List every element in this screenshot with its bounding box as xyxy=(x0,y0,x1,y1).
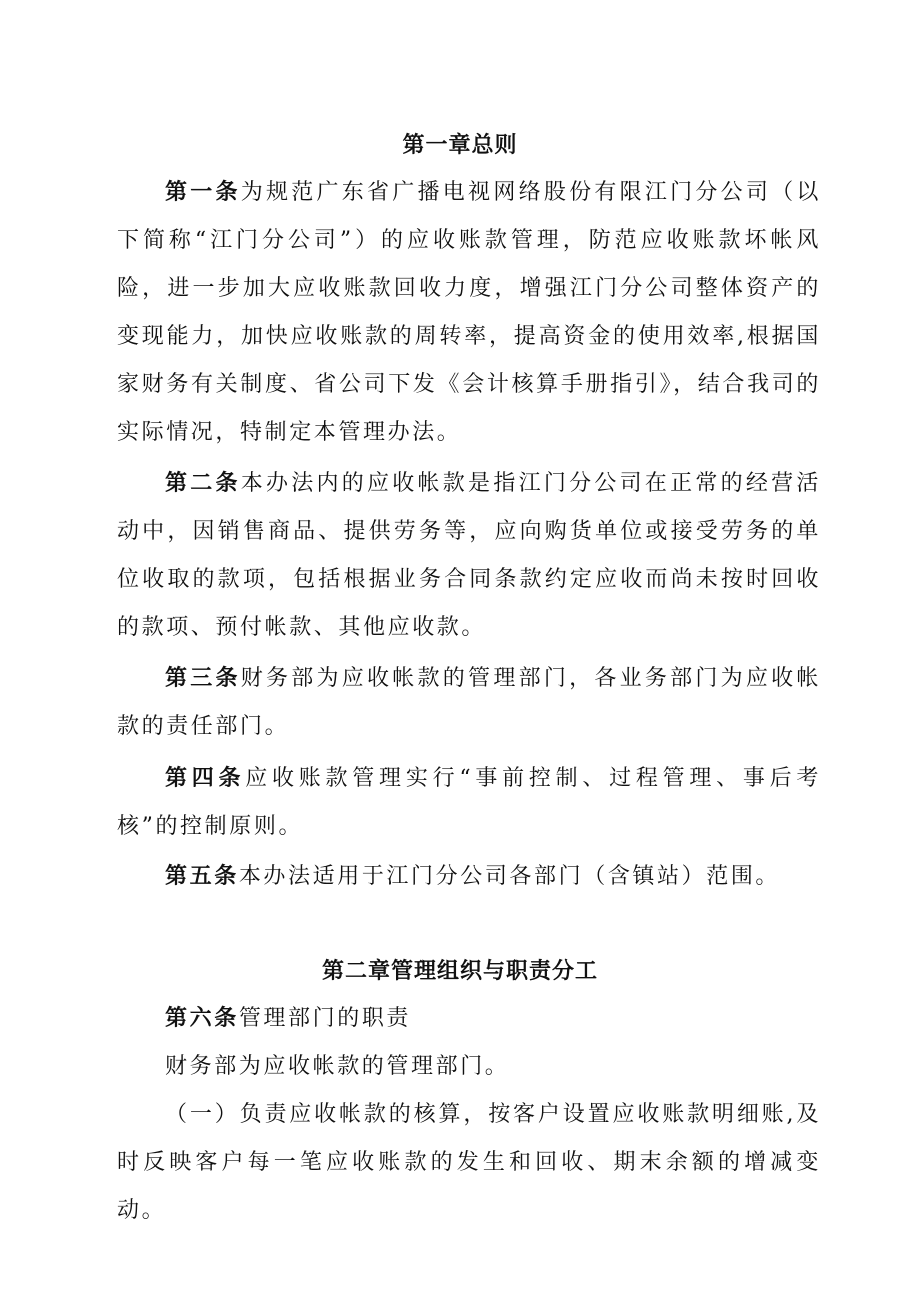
chapter-2-title: 第二章管理组织与职责分工 xyxy=(321,958,598,984)
article-4-text: 应收账款管理实行“事前控制、过程管理、事后考核”的控制原则。 xyxy=(117,766,821,839)
duty-item-1: （一）负责应收帐款的核算，按客户设置应收账款明细账,及时反映客户每一笔应收账款的发生和回收、期末余额的增减变动。 xyxy=(117,1102,821,1223)
article-6-text: 管理部门的职责 xyxy=(238,1006,412,1031)
article-3-label: 第三条 xyxy=(165,665,241,691)
article-6 xyxy=(117,994,821,1043)
article-2-text: 本办法内的应收帐款是指江门分公司在正常的经营活动中，因销售商品、提供劳务等，应向购货单位或接受劳务的单位收取的款项，包括根据业务合同条款约定应收而尚未按时回收的款项、预付帐款、其他应收款。 xyxy=(117,471,821,640)
article-6-label: 第六条 xyxy=(165,1005,239,1031)
article-2 xyxy=(117,459,821,652)
management-dept-line: 财务部为应收帐款的管理部门。 xyxy=(165,1054,510,1079)
article-4 xyxy=(117,754,821,851)
article-3-text: 财务部为应收帐款的管理部门，各业务部门为应收帐款的责任部门。 xyxy=(117,666,821,739)
article-1-text: 为规范广东省广播电视网络股份有限江门分公司（以下简称“江门分公司”）的应收账款管理，防范应收账款坏帐风险，进一步加大应收账款回收力度，增强江门分公司整体资产的变现能力，加快应收账款的周转率，提高资金的使用效率,根据国家财务有关制度、省公司下发《会计核算手册指引》，结合我司的实际情况，特制定本管理办法。 xyxy=(117,180,821,445)
article-5-label: 第五条 xyxy=(165,863,239,889)
article-5 xyxy=(117,852,821,901)
article-5-text: 本办法适用于江门分公司各部门（含镇站）范围。 xyxy=(238,864,781,889)
article-1-label: 第一条 xyxy=(165,179,241,205)
chapter-1-title: 第一章总则 xyxy=(402,132,518,158)
article-3 xyxy=(117,654,821,751)
article-2-label: 第二条 xyxy=(165,470,241,496)
article-1 xyxy=(117,168,821,457)
article-4-label: 第四条 xyxy=(165,765,246,791)
